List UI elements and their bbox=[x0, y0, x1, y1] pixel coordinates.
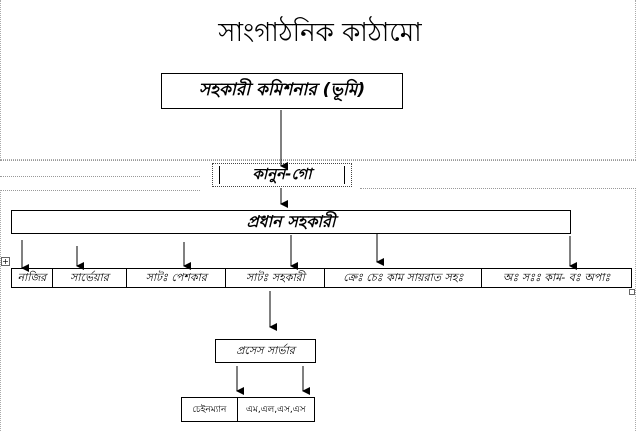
chart-title: সাংগাঠনিক কাঠামো bbox=[218, 18, 422, 48]
node-pradhan-sahakari-label: প্রধান সহকারী bbox=[246, 211, 336, 231]
staff-cell-surveyor: সার্ভেয়ার bbox=[53, 269, 127, 287]
table-move-handle-icon[interactable]: + bbox=[2, 257, 9, 266]
bottom-cell-mlss: এম,এল,এস,এস bbox=[246, 405, 306, 415]
staff-cell-nazir: নাজির bbox=[12, 269, 53, 287]
staff-cell-crech-sayrat: ক্রেঃ চেঃ কাম সায়রাত সহঃ bbox=[325, 269, 482, 287]
bottom-cell-chainman: চেইনম্যান bbox=[182, 398, 238, 421]
node-commissioner-label: সহকারী কমিশনার (ভূমি) bbox=[198, 80, 366, 100]
staff-cell-sat-sahakari: সাটঃ সহকারী bbox=[226, 269, 325, 287]
staff-cell-office-asst: অঃ সঃঃ কাম- বঃ অপাঃ bbox=[502, 270, 611, 284]
node-kanungo-label: কানুন-গো bbox=[252, 164, 312, 183]
staff-cell-peshkar: সাটঃ পেশকার bbox=[127, 269, 226, 287]
node-process-server-label: প্রসেস সার্ভার bbox=[236, 343, 295, 357]
